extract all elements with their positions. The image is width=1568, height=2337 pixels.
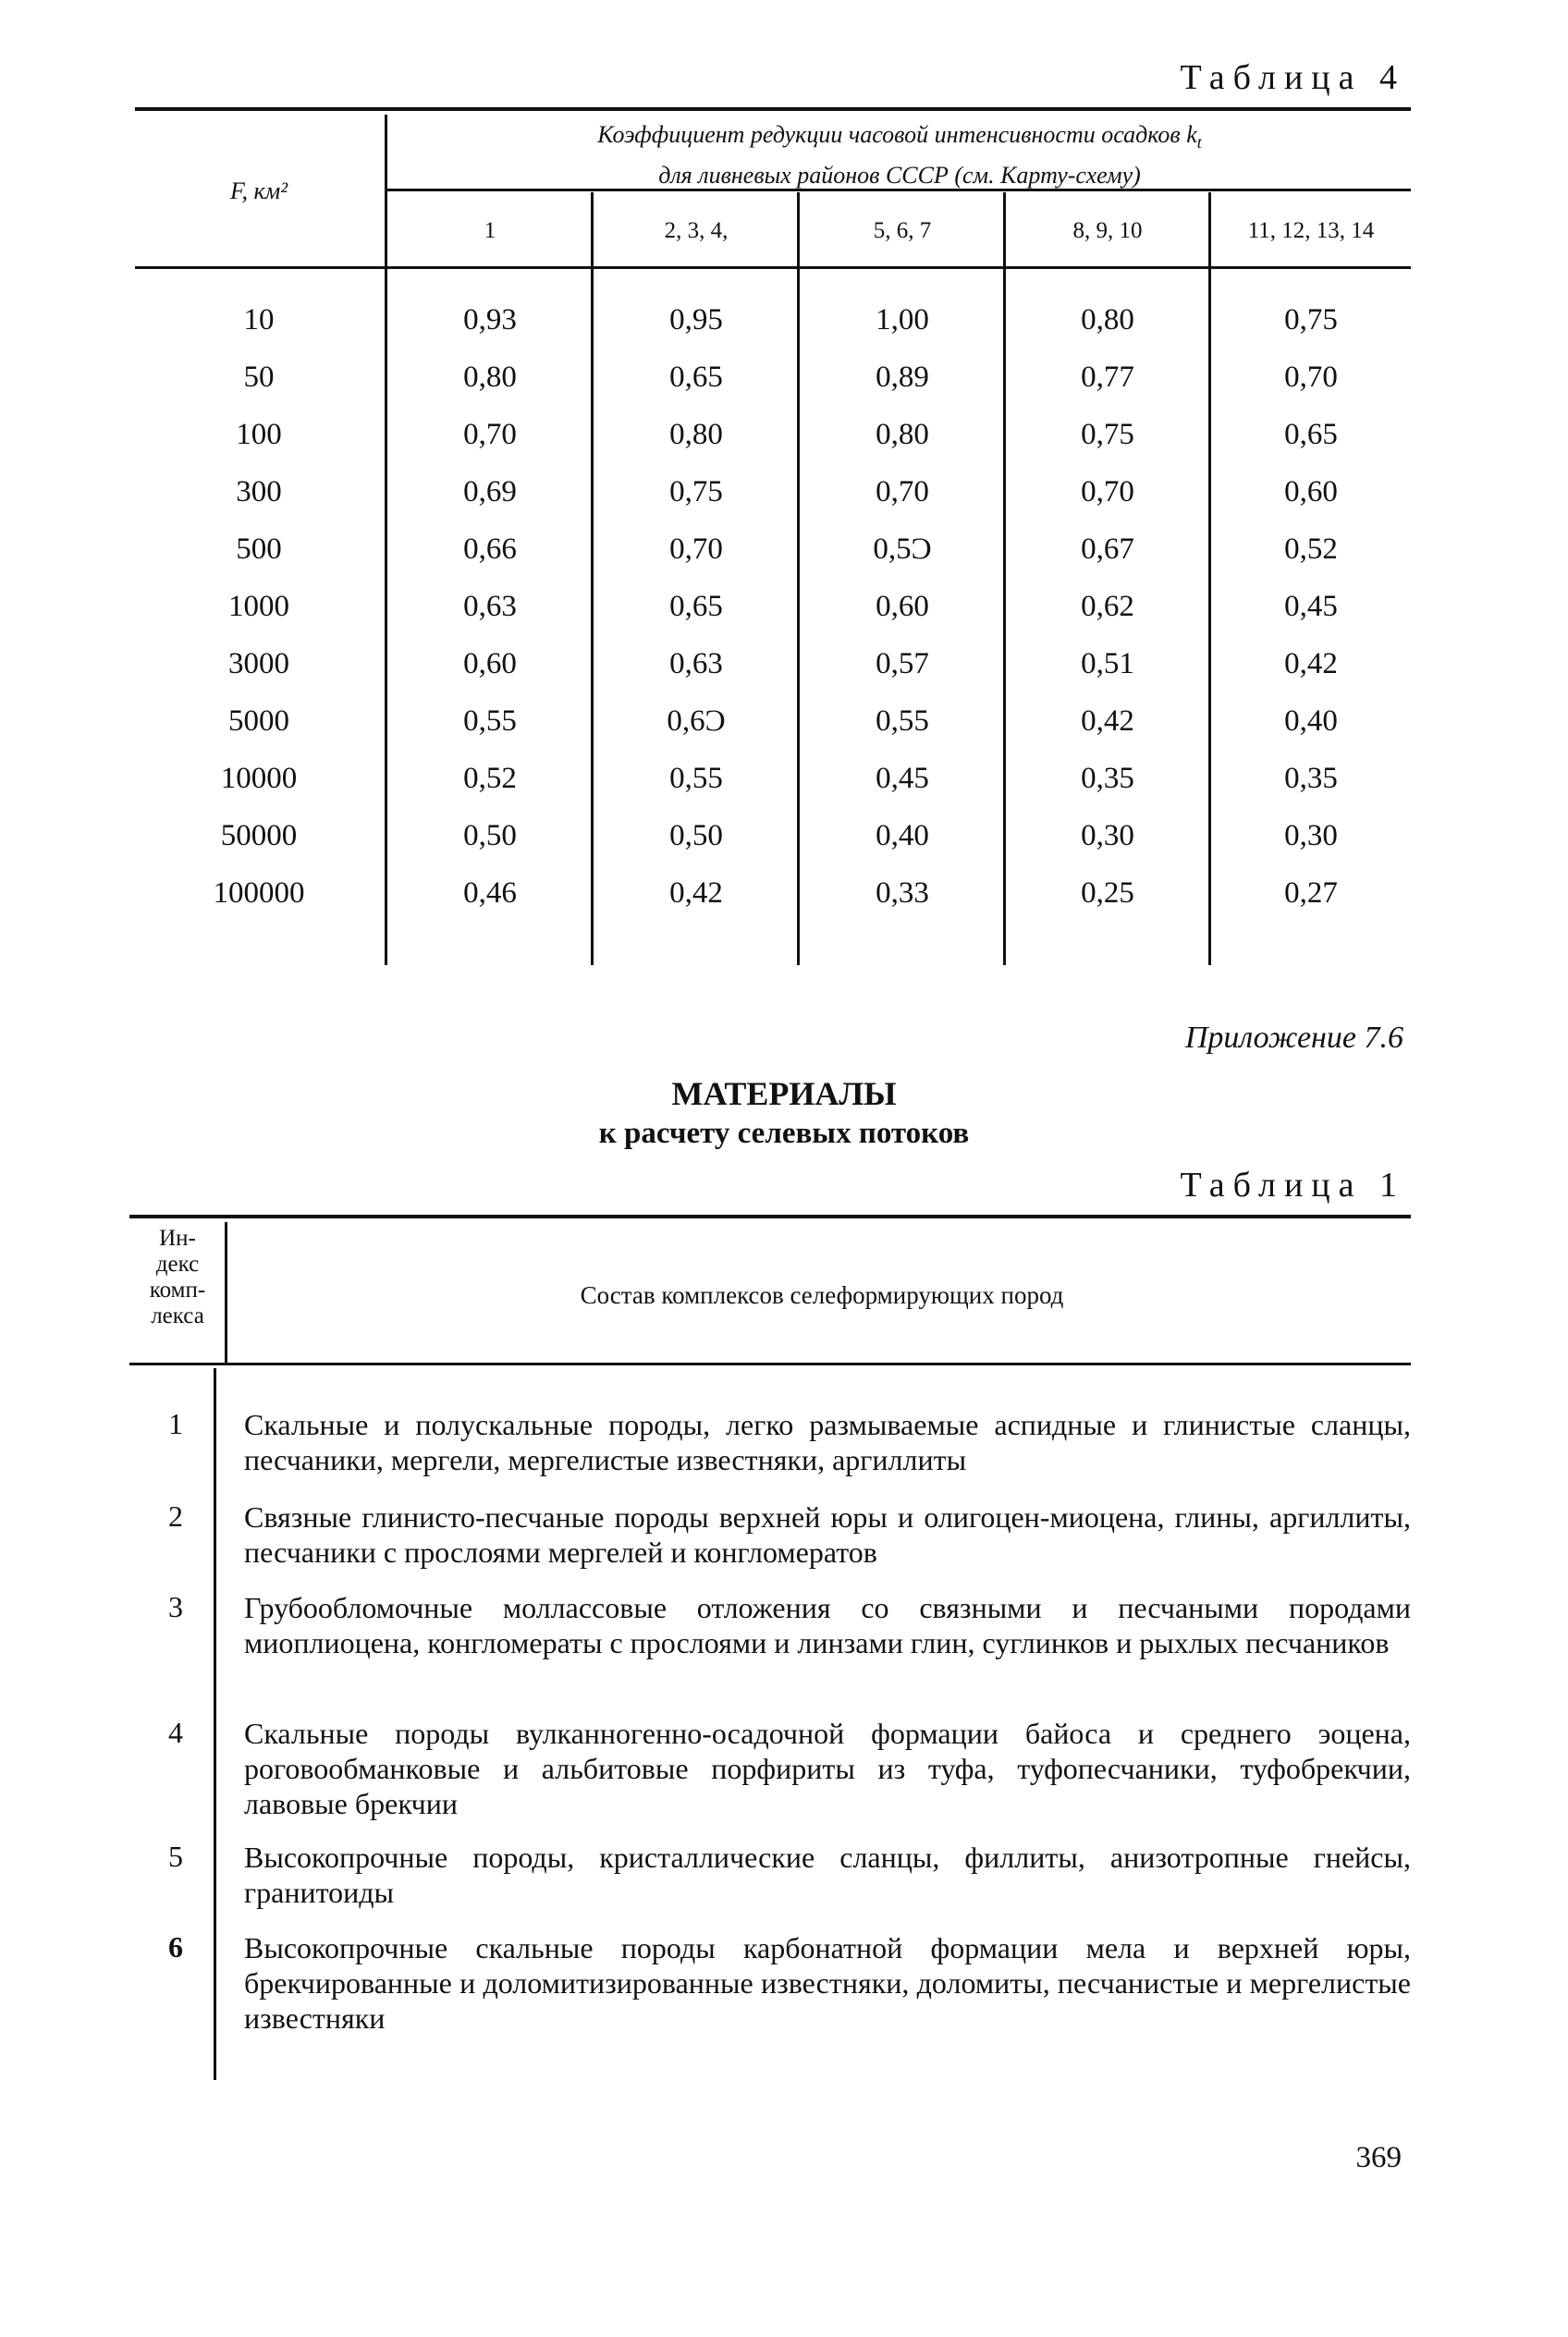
table4-header-f: F, км² (229, 177, 288, 204)
page-number: 369 (1355, 2141, 1402, 2174)
table4-value-cell: 0,6Ͻ (667, 704, 726, 738)
table4-value-cell: 0,80 (669, 418, 723, 451)
table4-value-cell: 0,42 (669, 876, 723, 910)
table4-value-cell: 1,00 (876, 303, 929, 336)
table4-value-cell: 0,42 (1081, 704, 1134, 738)
table4-value-cell: 0,52 (463, 762, 517, 795)
table4-value-cell: 0,69 (463, 475, 517, 508)
table1-index-cell: 4 (168, 1716, 183, 1749)
table4-value-cell: 0,55 (876, 704, 929, 738)
table4-value-cell: 0,66 (463, 532, 517, 566)
table4-value-cell: 0,30 (1081, 819, 1134, 852)
table4-region-header: 2, 3, 4, (664, 218, 729, 243)
table4-value-cell: 0,25 (1081, 876, 1134, 910)
table4-f-cell: 100 (236, 418, 282, 451)
table4-value-cell: 0,65 (669, 361, 723, 394)
table4-value-cell: 0,75 (1081, 418, 1134, 451)
table1-header-desc: Состав комплексов селеформирующих пород (580, 1281, 1064, 1309)
table1-index-cell: 2 (168, 1499, 183, 1533)
table4-f-cell: 1000 (228, 590, 289, 623)
table4-value-cell: 0,51 (1081, 647, 1134, 680)
table4-value-cell: 0,75 (669, 475, 723, 508)
appendix-subtitle: к расчету селевых потоков (598, 1117, 970, 1150)
table4-value-cell: 0,60 (463, 647, 517, 680)
table4-header-group-line2: для ливневых районов СССР (см. Карту-схему) (658, 162, 1141, 190)
table4-value-cell: 0,35 (1081, 762, 1134, 795)
table4-value-cell: 0,70 (1081, 475, 1134, 508)
table1-col-divider (225, 1222, 227, 1363)
appendix-title: МАТЕРИАЛЫ (671, 1075, 897, 1112)
table4-value-cell: 0,70 (669, 532, 723, 566)
table4-value-cell: 0,80 (1081, 303, 1134, 336)
table1-desc-cell: Грубообломочные моллассовые отложения со связными и песчаными породами миоплиоцена, конгломераты с прослоями и линзами глин, суглинков и рыхлых песчаников (244, 1591, 1411, 1659)
table4-value-cell: 0,95 (669, 303, 723, 336)
table4-top-rule (135, 107, 1411, 111)
table1-col-divider (214, 1368, 216, 2080)
table4-value-cell: 0,65 (669, 590, 723, 623)
table4-value-cell: 0,46 (463, 876, 517, 910)
table1-desc-cell: Высокопрочные породы, кристаллические сланцы, филлиты, анизотропные гнейсы, гранитоиды (244, 1841, 1411, 1909)
table1-desc-cell: Высокопрочные скальные породы карбонатной формации мела и верхней юры, брекчированные и доломитизированные известняки, доломиты, песчанистые и мергелистые известняки (244, 1931, 1411, 2035)
table4-value-cell: 0,80 (463, 361, 517, 394)
table4-f-cell: 10 (243, 303, 275, 336)
table4-region-header: 8, 9, 10 (1072, 218, 1143, 243)
table4-value-cell: 0,27 (1284, 876, 1338, 910)
table4-value-cell: 0,62 (1081, 590, 1134, 623)
table1-desc-cell: Связные глинисто-песчаные породы верхней юры и олигоцен-миоцена, глины, аргиллиты, песчаники с прослоями мергелей и конгломератов (244, 1500, 1411, 1569)
table4-value-cell: 0,65 (1284, 418, 1338, 451)
table4-col-divider (385, 115, 387, 965)
table4-value-cell: 0,63 (669, 647, 723, 680)
table1-index-cell: 1 (168, 1407, 183, 1440)
table4-value-cell: 0,67 (1081, 532, 1134, 566)
table4-value-cell: 0,50 (669, 819, 723, 852)
table4-value-cell: 0,55 (463, 704, 517, 738)
table4-region-header: 11, 12, 13, 14 (1247, 218, 1375, 243)
table4-f-cell: 300 (236, 475, 282, 508)
table4-value-cell: 0,55 (669, 762, 723, 795)
table1-desc-cell: Скальные и полускальные породы, легко размываемые аспидные и глинистые сланцы, песчаники, мергели, мергелистые известняки, аргиллиты (244, 1408, 1411, 1476)
table4-value-cell: 0,60 (876, 590, 929, 623)
table4-value-cell: 0,89 (876, 361, 929, 394)
table4-header-group-subscript: t (1196, 133, 1202, 153)
table4-value-cell: 0,40 (876, 819, 929, 852)
table4-value-cell: 0,57 (876, 647, 929, 680)
table4-f-cell: 50 (243, 361, 275, 394)
table4-f-cell: 3000 (228, 647, 289, 680)
table4-f-cell: 100000 (213, 876, 305, 910)
table4-value-cell: 0,52 (1284, 532, 1338, 566)
table4-value-cell: 0,70 (876, 475, 929, 508)
table4-value-cell: 0,75 (1284, 303, 1338, 336)
table1-index-cell: 5 (168, 1840, 183, 1873)
table4-f-cell: 10000 (220, 762, 298, 795)
table4-f-cell: 5000 (228, 704, 289, 738)
table4-value-cell: 0,50 (463, 819, 517, 852)
table4-f-cell: 50000 (220, 819, 298, 852)
table4-value-cell: 0,70 (463, 418, 517, 451)
table4-header-mid-rule (386, 189, 1411, 191)
table4-region-header: 1 (484, 218, 496, 243)
table4-value-cell: 0,40 (1284, 704, 1338, 738)
table4-value-cell: 0,93 (463, 303, 517, 336)
table4-value-cell: 0,42 (1284, 647, 1338, 680)
table4-value-cell: 0,5Ͻ (873, 532, 932, 566)
table4-header-group-text: Коэффициент редукции часовой интенсивности осадков k (597, 121, 1197, 148)
table4-value-cell: 0,77 (1081, 361, 1134, 394)
table4-value-cell: 0,60 (1284, 475, 1338, 508)
table4-value-cell: 0,63 (463, 590, 517, 623)
table1-index-cell: 3 (168, 1590, 183, 1623)
table4-value-cell: 0,33 (876, 876, 929, 910)
table1-desc-cell: Скальные породы вулканногенно-осадочной формации байоса и среднего эоцена, роговообманковые и альбитовые порфириты из туфа, туфопесчаники, туфобрекчии, лавовые брекчии (244, 1717, 1411, 1820)
table4-value-cell: 0,30 (1284, 819, 1338, 852)
table4-header-bottom-rule (135, 266, 1411, 269)
table4-f-cell: 500 (236, 532, 282, 566)
table1-header-index: Ин- декс комп- лекса (149, 1226, 206, 1328)
table1-top-rule (129, 1215, 1411, 1218)
table4-value-cell: 0,35 (1284, 762, 1338, 795)
table4-region-header: 5, 6, 7 (873, 218, 932, 243)
table4-caption: Таблица 4 (1180, 58, 1405, 97)
table4-value-cell: 0,45 (876, 762, 929, 795)
appendix-label: Приложение 7.6 (1184, 1021, 1403, 1055)
table4-value-cell: 0,45 (1284, 590, 1338, 623)
table4-value-cell: 0,80 (876, 418, 929, 451)
table1-caption: Таблица 1 (1180, 1166, 1405, 1205)
table4-value-cell: 0,70 (1284, 361, 1338, 394)
table1-header-bottom-rule (129, 1363, 1411, 1365)
table4-header-group (388, 118, 1411, 192)
table1-index-cell: 6 (168, 1930, 183, 1964)
